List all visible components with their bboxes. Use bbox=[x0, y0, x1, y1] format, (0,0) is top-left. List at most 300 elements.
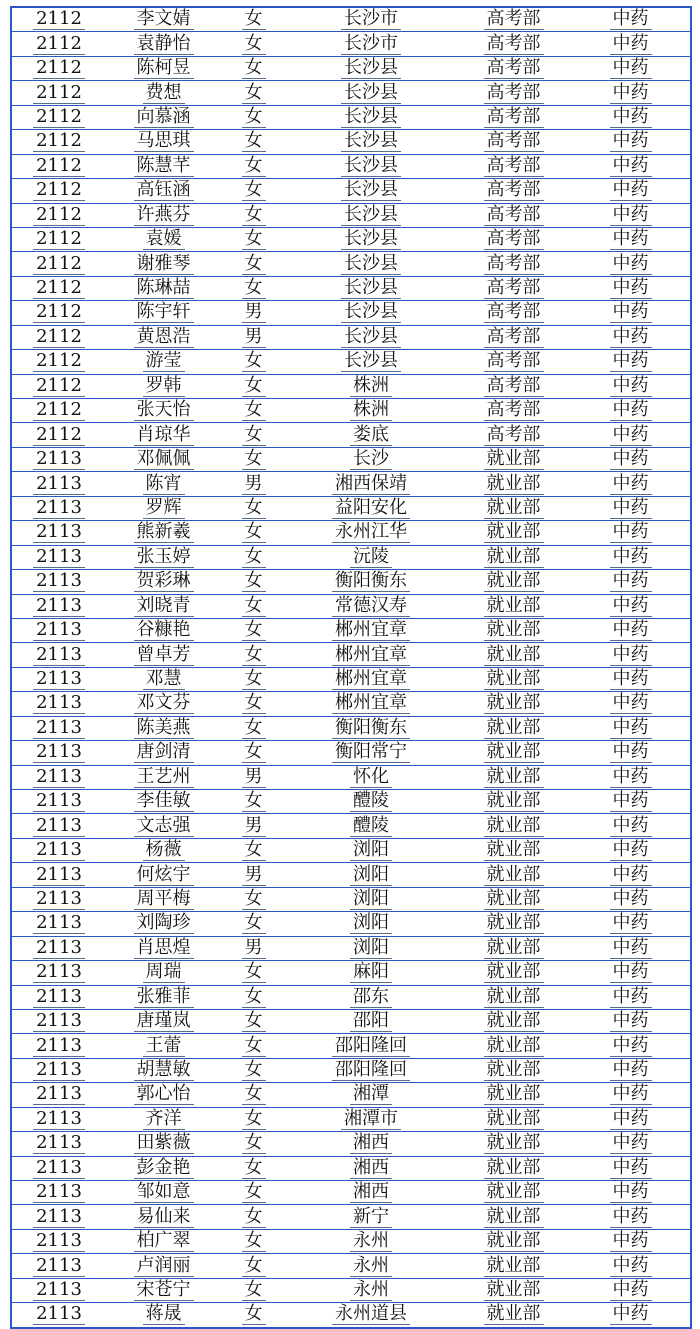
table-row bbox=[11, 130, 691, 154]
table-row bbox=[11, 912, 691, 936]
gender-cell-text: 女 bbox=[242, 254, 266, 275]
major-cell bbox=[571, 912, 691, 936]
name-cell-text: 张玉婷 bbox=[134, 547, 194, 568]
name-cell bbox=[106, 1181, 221, 1205]
table-row bbox=[11, 643, 691, 667]
gender-cell bbox=[221, 154, 286, 178]
department-cell bbox=[456, 1303, 571, 1328]
gender-cell bbox=[221, 399, 286, 423]
table-row bbox=[11, 179, 691, 203]
gender-cell bbox=[221, 1303, 286, 1328]
hometown-cell-text: 新宁 bbox=[350, 1207, 392, 1228]
department-cell-text: 高考部 bbox=[484, 34, 544, 55]
class-cell bbox=[11, 1205, 106, 1229]
hometown-cell-text: 长沙县 bbox=[341, 58, 401, 79]
hometown-cell-text: 郴州宜章 bbox=[332, 620, 410, 641]
student-roster-sheet bbox=[10, 6, 690, 1329]
gender-cell-text: 女 bbox=[242, 987, 266, 1008]
department-cell bbox=[456, 1083, 571, 1107]
gender-cell bbox=[221, 130, 286, 154]
table-row bbox=[11, 32, 691, 56]
name-cell bbox=[106, 1132, 221, 1156]
name-cell bbox=[106, 961, 221, 985]
gender-cell-text: 女 bbox=[242, 620, 266, 641]
gender-cell bbox=[221, 765, 286, 789]
class-cell-text: 2113 bbox=[33, 987, 85, 1008]
name-cell bbox=[106, 1205, 221, 1229]
name-cell-text: 田紫薇 bbox=[134, 1133, 194, 1154]
name-cell-text: 邹如意 bbox=[134, 1182, 194, 1203]
table-row bbox=[11, 1132, 691, 1156]
hometown-cell-text: 浏阳 bbox=[350, 840, 392, 861]
department-cell bbox=[456, 1254, 571, 1278]
major-cell bbox=[571, 276, 691, 300]
table-row bbox=[11, 56, 691, 80]
class-cell bbox=[11, 325, 106, 349]
hometown-cell bbox=[286, 7, 456, 32]
department-cell-text: 就业部 bbox=[484, 1011, 544, 1032]
department-cell-text: 就业部 bbox=[484, 474, 544, 495]
name-cell-text: 卢润丽 bbox=[134, 1256, 194, 1277]
gender-cell bbox=[221, 496, 286, 520]
table-row bbox=[11, 887, 691, 911]
major-cell bbox=[571, 350, 691, 374]
hometown-cell bbox=[286, 1303, 456, 1328]
gender-cell-text: 女 bbox=[242, 693, 266, 714]
table-row bbox=[11, 716, 691, 740]
name-cell bbox=[106, 887, 221, 911]
class-cell bbox=[11, 716, 106, 740]
class-cell-text: 2113 bbox=[33, 962, 85, 983]
department-cell-text: 就业部 bbox=[484, 840, 544, 861]
gender-cell-text: 男 bbox=[242, 816, 266, 837]
class-cell-text: 2113 bbox=[33, 913, 85, 934]
department-cell-text: 就业部 bbox=[484, 1231, 544, 1252]
major-cell-text: 中药 bbox=[610, 669, 652, 690]
department-cell-text: 高考部 bbox=[484, 400, 544, 421]
name-cell bbox=[106, 765, 221, 789]
table-row bbox=[11, 618, 691, 642]
department-cell bbox=[456, 252, 571, 276]
class-cell bbox=[11, 667, 106, 691]
department-cell-text: 高考部 bbox=[484, 156, 544, 177]
class-cell bbox=[11, 154, 106, 178]
class-cell-text: 2113 bbox=[33, 620, 85, 641]
table-row bbox=[11, 1156, 691, 1180]
class-cell-text: 2113 bbox=[33, 1109, 85, 1130]
major-cell-text: 中药 bbox=[610, 1207, 652, 1228]
name-cell-text: 郭心怡 bbox=[134, 1084, 194, 1105]
major-cell bbox=[571, 325, 691, 349]
major-cell-text: 中药 bbox=[610, 1280, 652, 1301]
name-cell bbox=[106, 447, 221, 471]
gender-cell-text: 女 bbox=[242, 205, 266, 226]
name-cell-text: 刘晓青 bbox=[134, 596, 194, 617]
gender-cell bbox=[221, 179, 286, 203]
gender-cell bbox=[221, 1254, 286, 1278]
department-cell bbox=[456, 423, 571, 447]
hometown-cell-text: 浏阳 bbox=[350, 865, 392, 886]
gender-cell-text: 女 bbox=[242, 1256, 266, 1277]
major-cell bbox=[571, 1229, 691, 1253]
class-cell bbox=[11, 252, 106, 276]
major-cell-text: 中药 bbox=[610, 865, 652, 886]
class-cell-text: 2112 bbox=[33, 425, 85, 446]
major-cell bbox=[571, 716, 691, 740]
name-cell-text: 胡慧敏 bbox=[134, 1060, 194, 1081]
major-cell bbox=[571, 56, 691, 80]
name-cell-text: 谷糠艳 bbox=[134, 620, 194, 641]
name-cell-text: 唐瑾岚 bbox=[134, 1011, 194, 1032]
hometown-cell bbox=[286, 32, 456, 56]
name-cell-text: 陈美燕 bbox=[134, 718, 194, 739]
hometown-cell bbox=[286, 643, 456, 667]
department-cell bbox=[456, 814, 571, 838]
department-cell bbox=[456, 594, 571, 618]
hometown-cell bbox=[286, 154, 456, 178]
gender-cell bbox=[221, 594, 286, 618]
gender-cell-text: 女 bbox=[242, 1207, 266, 1228]
gender-cell bbox=[221, 1083, 286, 1107]
table-row bbox=[11, 814, 691, 838]
hometown-cell-text: 长沙县 bbox=[341, 180, 401, 201]
hometown-cell-text: 浏阳 bbox=[350, 889, 392, 910]
class-cell bbox=[11, 496, 106, 520]
table-row bbox=[11, 838, 691, 862]
class-cell bbox=[11, 1107, 106, 1131]
name-cell-text: 熊新羲 bbox=[134, 522, 194, 543]
class-cell bbox=[11, 423, 106, 447]
department-cell bbox=[456, 1132, 571, 1156]
department-cell-text: 就业部 bbox=[484, 669, 544, 690]
name-cell-text: 袁媛 bbox=[143, 229, 185, 250]
class-cell-text: 2113 bbox=[33, 474, 85, 495]
department-cell bbox=[456, 276, 571, 300]
gender-cell bbox=[221, 545, 286, 569]
department-cell bbox=[456, 863, 571, 887]
name-cell bbox=[106, 741, 221, 765]
class-cell-text: 2113 bbox=[33, 1036, 85, 1057]
gender-cell-text: 女 bbox=[242, 645, 266, 666]
gender-cell bbox=[221, 472, 286, 496]
hometown-cell bbox=[286, 912, 456, 936]
class-cell-text: 2112 bbox=[33, 400, 85, 421]
major-cell bbox=[571, 985, 691, 1009]
hometown-cell-text: 长沙县 bbox=[341, 131, 401, 152]
hometown-cell bbox=[286, 1083, 456, 1107]
department-cell-text: 高考部 bbox=[484, 205, 544, 226]
hometown-cell bbox=[286, 301, 456, 325]
major-cell bbox=[571, 7, 691, 32]
table-row bbox=[11, 570, 691, 594]
hometown-cell bbox=[286, 936, 456, 960]
class-cell-text: 2113 bbox=[33, 596, 85, 617]
hometown-cell-text: 醴陵 bbox=[350, 816, 392, 837]
major-cell-text: 中药 bbox=[610, 938, 652, 959]
major-cell-text: 中药 bbox=[610, 205, 652, 226]
hometown-cell-text: 衡阳衡东 bbox=[332, 571, 410, 592]
name-cell bbox=[106, 912, 221, 936]
hometown-cell-text: 湘潭市 bbox=[341, 1109, 401, 1130]
hometown-cell bbox=[286, 716, 456, 740]
major-cell bbox=[571, 203, 691, 227]
hometown-cell bbox=[286, 692, 456, 716]
hometown-cell-text: 邵东 bbox=[350, 987, 392, 1008]
class-cell-text: 2112 bbox=[33, 205, 85, 226]
class-cell bbox=[11, 56, 106, 80]
hometown-cell-text: 邵阳隆回 bbox=[332, 1060, 410, 1081]
gender-cell-text: 女 bbox=[242, 742, 266, 763]
class-cell-text: 2113 bbox=[33, 1280, 85, 1301]
department-cell-text: 就业部 bbox=[484, 938, 544, 959]
gender-cell bbox=[221, 716, 286, 740]
hometown-cell bbox=[286, 325, 456, 349]
major-cell-text: 中药 bbox=[610, 1011, 652, 1032]
table-row bbox=[11, 154, 691, 178]
name-cell-text: 罗辉 bbox=[143, 498, 185, 519]
gender-cell-text: 男 bbox=[242, 474, 266, 495]
major-cell-text: 中药 bbox=[610, 840, 652, 861]
class-cell bbox=[11, 570, 106, 594]
name-cell bbox=[106, 1034, 221, 1058]
department-cell-text: 就业部 bbox=[484, 1304, 544, 1325]
class-cell bbox=[11, 81, 106, 105]
gender-cell-text: 女 bbox=[242, 1304, 266, 1325]
table-row bbox=[11, 1107, 691, 1131]
department-cell-text: 高考部 bbox=[484, 58, 544, 79]
gender-cell bbox=[221, 521, 286, 545]
gender-cell bbox=[221, 1058, 286, 1082]
table-row bbox=[11, 1278, 691, 1302]
name-cell-text: 王蕾 bbox=[143, 1036, 185, 1057]
class-cell bbox=[11, 643, 106, 667]
gender-cell bbox=[221, 227, 286, 251]
gender-cell bbox=[221, 838, 286, 862]
hometown-cell bbox=[286, 1107, 456, 1131]
department-cell-text: 高考部 bbox=[484, 107, 544, 128]
department-cell-text: 就业部 bbox=[484, 620, 544, 641]
major-cell-text: 中药 bbox=[610, 767, 652, 788]
major-cell-text: 中药 bbox=[610, 156, 652, 177]
class-cell-text: 2112 bbox=[33, 327, 85, 348]
gender-cell bbox=[221, 325, 286, 349]
table-row bbox=[11, 594, 691, 618]
class-cell-text: 2113 bbox=[33, 816, 85, 837]
gender-cell-text: 女 bbox=[242, 1182, 266, 1203]
gender-cell bbox=[221, 1205, 286, 1229]
department-cell bbox=[456, 301, 571, 325]
table-row bbox=[11, 81, 691, 105]
class-cell-text: 2113 bbox=[33, 522, 85, 543]
gender-cell-text: 女 bbox=[242, 498, 266, 519]
class-cell-text: 2113 bbox=[33, 1231, 85, 1252]
class-cell-text: 2113 bbox=[33, 669, 85, 690]
name-cell bbox=[106, 1156, 221, 1180]
hometown-cell bbox=[286, 252, 456, 276]
name-cell-text: 张天怡 bbox=[134, 400, 194, 421]
class-cell-text: 2113 bbox=[33, 1011, 85, 1032]
class-cell-text: 2112 bbox=[33, 9, 85, 30]
hometown-cell bbox=[286, 985, 456, 1009]
class-cell bbox=[11, 276, 106, 300]
hometown-cell bbox=[286, 81, 456, 105]
hometown-cell bbox=[286, 667, 456, 691]
hometown-cell-text: 长沙县 bbox=[341, 351, 401, 372]
major-cell bbox=[571, 961, 691, 985]
table-row bbox=[11, 252, 691, 276]
gender-cell bbox=[221, 863, 286, 887]
name-cell-text: 刘陶珍 bbox=[134, 913, 194, 934]
major-cell bbox=[571, 667, 691, 691]
name-cell-text: 高钰涵 bbox=[134, 180, 194, 201]
major-cell bbox=[571, 423, 691, 447]
gender-cell-text: 女 bbox=[242, 547, 266, 568]
hometown-cell-text: 长沙县 bbox=[341, 254, 401, 275]
class-cell-text: 2112 bbox=[33, 131, 85, 152]
major-cell bbox=[571, 594, 691, 618]
gender-cell-text: 女 bbox=[242, 425, 266, 446]
major-cell bbox=[571, 130, 691, 154]
name-cell bbox=[106, 594, 221, 618]
name-cell bbox=[106, 521, 221, 545]
name-cell-text: 肖思煌 bbox=[134, 938, 194, 959]
major-cell bbox=[571, 496, 691, 520]
major-cell-text: 中药 bbox=[610, 1133, 652, 1154]
gender-cell-text: 女 bbox=[242, 278, 266, 299]
gender-cell-text: 男 bbox=[242, 767, 266, 788]
class-cell bbox=[11, 838, 106, 862]
name-cell bbox=[106, 56, 221, 80]
hometown-cell-text: 邵阳 bbox=[350, 1011, 392, 1032]
gender-cell-text: 女 bbox=[242, 180, 266, 201]
name-cell bbox=[106, 643, 221, 667]
class-cell-text: 2113 bbox=[33, 645, 85, 666]
major-cell-text: 中药 bbox=[610, 889, 652, 910]
name-cell-text: 邓慧 bbox=[143, 669, 185, 690]
name-cell bbox=[106, 1107, 221, 1131]
hometown-cell-text: 湘西 bbox=[350, 1133, 392, 1154]
gender-cell-text: 女 bbox=[242, 351, 266, 372]
name-cell-text: 游莹 bbox=[143, 351, 185, 372]
department-cell bbox=[456, 1229, 571, 1253]
hometown-cell bbox=[286, 570, 456, 594]
department-cell-text: 就业部 bbox=[484, 1158, 544, 1179]
gender-cell-text: 女 bbox=[242, 1084, 266, 1105]
name-cell-text: 邓佩佩 bbox=[134, 449, 194, 470]
major-cell-text: 中药 bbox=[610, 254, 652, 275]
gender-cell bbox=[221, 961, 286, 985]
gender-cell-text: 男 bbox=[242, 865, 266, 886]
gender-cell-text: 女 bbox=[242, 376, 266, 397]
class-cell bbox=[11, 105, 106, 129]
department-cell bbox=[456, 154, 571, 178]
gender-cell-text: 女 bbox=[242, 889, 266, 910]
gender-cell bbox=[221, 7, 286, 32]
major-cell bbox=[571, 447, 691, 471]
department-cell-text: 就业部 bbox=[484, 1060, 544, 1081]
major-cell-text: 中药 bbox=[610, 962, 652, 983]
major-cell bbox=[571, 399, 691, 423]
class-cell bbox=[11, 863, 106, 887]
name-cell bbox=[106, 227, 221, 251]
hometown-cell bbox=[286, 374, 456, 398]
table-row bbox=[11, 545, 691, 569]
hometown-cell bbox=[286, 1254, 456, 1278]
hometown-cell-text: 湘潭 bbox=[350, 1084, 392, 1105]
major-cell-text: 中药 bbox=[610, 913, 652, 934]
name-cell bbox=[106, 374, 221, 398]
class-cell bbox=[11, 1009, 106, 1033]
class-cell bbox=[11, 594, 106, 618]
name-cell bbox=[106, 154, 221, 178]
major-cell-text: 中药 bbox=[610, 1182, 652, 1203]
class-cell bbox=[11, 1254, 106, 1278]
table-row bbox=[11, 1034, 691, 1058]
name-cell-text: 陈慧芊 bbox=[134, 156, 194, 177]
gender-cell-text: 女 bbox=[242, 156, 266, 177]
name-cell bbox=[106, 1278, 221, 1302]
class-cell-text: 2113 bbox=[33, 449, 85, 470]
hometown-cell-text: 衡阳常宁 bbox=[332, 742, 410, 763]
gender-cell-text: 女 bbox=[242, 1109, 266, 1130]
department-cell bbox=[456, 643, 571, 667]
class-cell-text: 2113 bbox=[33, 840, 85, 861]
name-cell bbox=[106, 472, 221, 496]
department-cell bbox=[456, 32, 571, 56]
department-cell-text: 高考部 bbox=[484, 425, 544, 446]
department-cell bbox=[456, 790, 571, 814]
name-cell bbox=[106, 1229, 221, 1253]
department-cell-text: 高考部 bbox=[484, 376, 544, 397]
table-row bbox=[11, 936, 691, 960]
gender-cell bbox=[221, 81, 286, 105]
major-cell-text: 中药 bbox=[610, 693, 652, 714]
class-cell bbox=[11, 32, 106, 56]
gender-cell-text: 女 bbox=[242, 131, 266, 152]
department-cell-text: 就业部 bbox=[484, 522, 544, 543]
class-cell-text: 2113 bbox=[33, 1182, 85, 1203]
major-cell-text: 中药 bbox=[610, 1036, 652, 1057]
class-cell-text: 2113 bbox=[33, 1207, 85, 1228]
department-cell bbox=[456, 1107, 571, 1131]
name-cell bbox=[106, 692, 221, 716]
name-cell bbox=[106, 130, 221, 154]
name-cell-text: 周瑞 bbox=[143, 962, 185, 983]
name-cell-text: 邓文芬 bbox=[134, 693, 194, 714]
table-row bbox=[11, 1229, 691, 1253]
name-cell-text: 周平梅 bbox=[134, 889, 194, 910]
hometown-cell bbox=[286, 1181, 456, 1205]
major-cell-text: 中药 bbox=[610, 9, 652, 30]
department-cell-text: 就业部 bbox=[484, 1182, 544, 1203]
department-cell bbox=[456, 350, 571, 374]
gender-cell bbox=[221, 252, 286, 276]
name-cell bbox=[106, 570, 221, 594]
gender-cell-text: 女 bbox=[242, 522, 266, 543]
class-cell bbox=[11, 741, 106, 765]
table-row bbox=[11, 667, 691, 691]
hometown-cell-text: 长沙县 bbox=[341, 156, 401, 177]
hometown-cell-text: 益阳安化 bbox=[332, 498, 410, 519]
name-cell-text: 张雅菲 bbox=[134, 987, 194, 1008]
hometown-cell bbox=[286, 1058, 456, 1082]
department-cell bbox=[456, 399, 571, 423]
department-cell bbox=[456, 570, 571, 594]
class-cell-text: 2113 bbox=[33, 742, 85, 763]
department-cell bbox=[456, 765, 571, 789]
class-cell-text: 2112 bbox=[33, 376, 85, 397]
major-cell bbox=[571, 1254, 691, 1278]
